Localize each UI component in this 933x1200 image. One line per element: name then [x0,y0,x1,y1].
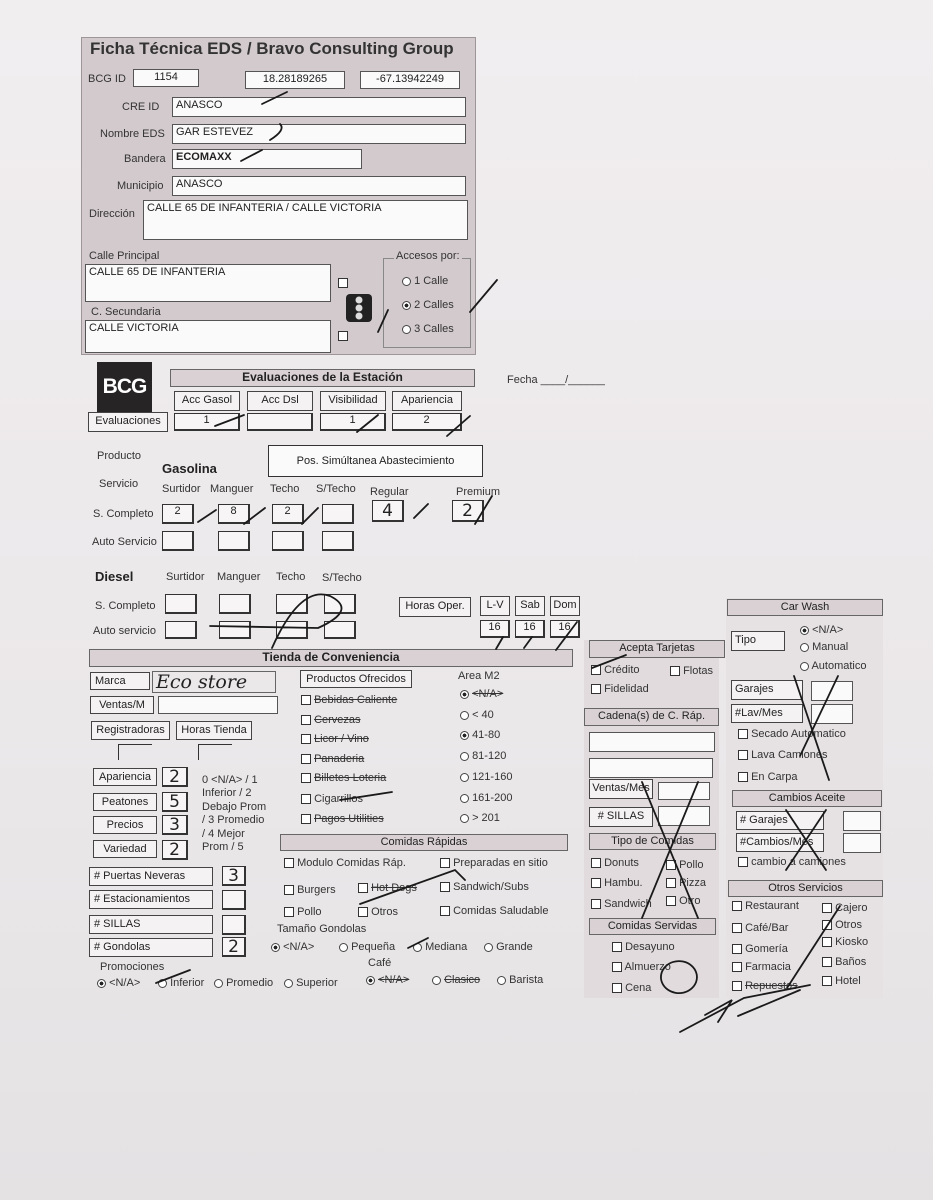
horas-lv-value[interactable]: 16 [480,620,510,638]
gas-premium-value[interactable]: 2 [452,500,484,522]
gas-col-techo: Techo [270,483,300,495]
evaluaciones-title: Evaluaciones de la Estación [170,369,475,387]
cafe-clasico[interactable]: Clasico [432,974,480,986]
eval-col-acc-gasol: Acc Gasol [174,391,240,411]
cafe-na[interactable]: <N/A> [366,974,409,986]
comidas-saludable[interactable]: Comidas Saludable [440,905,548,917]
sillas-label: # SILLAS [89,915,213,934]
cadena-ventas-label: Ventas/Mes [589,779,653,799]
gasolina-title: Gasolina [162,461,217,476]
gas-col-stecho: S/Techo [316,483,356,495]
tipo-pollo[interactable]: Pollo [666,859,704,871]
calle-principal-field[interactable]: CALLE 65 DE INFANTERIA [85,264,331,302]
latitude-field[interactable]: 18.28189265 [245,71,345,89]
servida-desayuno[interactable]: Desayuno [612,941,675,953]
comidas-preparadas[interactable]: Preparadas en sitio [440,857,548,869]
otros-hotel[interactable]: Hotel [822,975,861,987]
eval-value-apariencia[interactable]: 2 [392,413,462,431]
aceite-title: Cambios Aceite [732,790,882,807]
prod-panaderia[interactable]: Panaderia [301,753,364,765]
area-161-200[interactable]: 161-200 [460,792,512,804]
cw-garajes-field[interactable] [811,681,853,701]
tamano-gondolas-label: Tamaño Gondolas [277,923,367,935]
aceite-camiones[interactable]: cambio a camiones [738,856,846,868]
otros-otros[interactable]: Otros [822,919,862,931]
rating-scale-5: / 4 Mejor [202,828,245,840]
principal-checkbox[interactable] [338,278,348,288]
tam-grande[interactable]: Grande [484,941,533,953]
cadena-field-2[interactable] [589,758,713,778]
gas-auto-manguer[interactable] [218,531,250,551]
precios-label: Precios [93,816,157,834]
prod-pagos[interactable]: Pagos Utilities [301,813,384,825]
promo-promedio[interactable]: Promedio [214,977,273,989]
cw-garajes-label: Garajes [731,680,803,700]
rating-scale-3: Debajo Prom [202,801,267,813]
s-completo-label: S. Completo [93,508,154,520]
comidas-hotdogs[interactable]: Hot Dogs [358,882,417,894]
regular-label: Regular [370,486,409,498]
traffic-light-icon [346,294,372,322]
cadena-sillas-label: # SILLAS [589,807,653,827]
area-81-120[interactable]: 81-120 [460,750,506,762]
prod-licor[interactable]: Licor / Vino [301,733,369,745]
cadena-title: Cadena(s) de C. Ráp. [584,708,719,726]
prod-billetes[interactable]: Billetes Loteria [301,772,386,784]
marca-field[interactable]: Eco store [152,671,276,693]
puertas-label: # Puertas Neveras [89,867,213,886]
gondolas-value[interactable]: 2 [222,937,246,957]
direccion-label: Dirección [89,208,135,220]
calle-secundaria-field[interactable]: CALLE VICTORIA [85,320,331,353]
estacionamientos-value[interactable] [222,890,246,910]
dsl-col-surtidor: Surtidor [166,571,205,583]
rating-scale-4: / 3 Promedio [202,814,265,826]
longitude-field[interactable]: -67.13942249 [360,71,460,89]
aceite-cambios-label: #Cambios/Mes [736,833,824,852]
aceite-garajes-label: # Garajes [736,811,824,830]
promociones-label: Promociones [100,961,165,973]
horas-sab-value[interactable]: 16 [515,620,545,638]
gondolas-label: # Gondolas [89,938,213,957]
form-title: Ficha Técnica EDS / Bravo Consulting Group [90,39,454,58]
accesos-label: Accesos por: [396,250,460,262]
cw-automatico[interactable]: Automatico [800,660,866,672]
otros-cajero[interactable]: Cajero [822,902,867,914]
nombre-eds-field[interactable]: GAR ESTEVEZ [172,124,466,144]
promo-superior[interactable]: Superior [284,977,338,989]
cafe-barista[interactable]: Barista [497,974,543,986]
accesos-2[interactable]: 2 Calles [402,299,454,311]
evaluaciones-button[interactable]: Evaluaciones [88,412,168,432]
estacionamientos-label: # Estacionamientos [89,890,213,909]
dsl-auto-surtidor[interactable] [165,621,197,639]
bcg-id-label: BCG ID [88,73,126,85]
fecha-field[interactable]: Fecha ____/______ [507,374,605,386]
marca-label: Marca [90,672,150,690]
precios-value[interactable]: 3 [162,815,188,835]
cre-id-field[interactable]: ANASCO [172,97,466,117]
eval-col-apariencia: Apariencia [392,391,462,411]
tam-mediana[interactable]: Mediana [413,941,467,953]
horas-col-sab: Sab [515,596,545,616]
otros-cafe-bar[interactable]: Café/Bar [732,922,788,934]
comidas-title: Comidas Rápidas [280,834,568,851]
prod-cigarrillos[interactable]: Cigarrillos [301,793,363,805]
direccion-field[interactable]: CALLE 65 DE INFANTERIA / CALLE VICTORIA [143,200,468,240]
promo-inferior[interactable]: Inferior [158,977,204,989]
area-na[interactable]: <N/A> [460,688,503,700]
dsl-auto-manguer[interactable] [219,621,251,639]
area-121-160[interactable]: 121-160 [460,771,512,783]
cw-na[interactable]: <N/A> [800,624,843,636]
gas-sc-techo[interactable]: 2 [272,504,304,524]
dsl-col-techo: Techo [276,571,306,583]
tam-na[interactable]: <N/A> [271,941,314,953]
municipio-label: Municipio [117,180,164,192]
dsl-col-stecho: S/Techo [322,572,362,584]
gas-sc-manguer[interactable]: 8 [218,504,250,524]
horas-tienda-field[interactable] [198,744,232,760]
bandera-field[interactable]: ECOMAXX [172,149,362,169]
apariencia-value[interactable]: 2 [162,767,188,787]
sillas-value[interactable] [222,915,246,935]
municipio-field[interactable]: ANASCO [172,176,466,196]
dsl-sc-manguer[interactable] [219,594,251,614]
horas-dom-value[interactable]: 16 [550,620,580,638]
tipo-pizza[interactable]: Pizza [666,877,706,889]
dsl-sc-stecho[interactable] [324,594,356,614]
eval-col-visibilidad: Visibilidad [320,391,386,411]
servicio-label: Servicio [99,478,139,490]
cafe-label: Café [368,957,392,969]
variedad-value[interactable]: 2 [162,840,188,860]
gas-col-surtidor: Surtidor [162,483,201,495]
tipo-hambu[interactable]: Hambu. [591,877,643,889]
area-title: Area M2 [458,670,500,682]
cadena-ventas-field[interactable] [658,782,710,800]
eval-col-acc-dsl: Acc Dsl [247,391,313,411]
tipo-comidas-title: Tipo de Comidas [589,833,716,850]
prod-cervezas[interactable]: Cervezas [301,714,361,726]
eval-value-visibilidad[interactable]: 1 [320,413,386,431]
cadena-field-1[interactable] [589,732,715,752]
eval-value-acc-gasol[interactable]: 1 [174,413,240,431]
gas-auto-surtidor[interactable] [162,531,194,551]
otros-restaurant[interactable]: Restaurant [732,900,799,912]
dsl-auto-label: Auto servicio [93,625,156,637]
dsl-sc-techo[interactable] [276,594,308,614]
rating-scale-2: Inferior / 2 [202,787,252,799]
gas-auto-techo[interactable] [272,531,304,551]
horas-col-lv: L-V [480,596,510,616]
tipo-sandwich[interactable]: Sandwich [591,898,652,910]
otros-servicios-title: Otros Servicios [728,880,883,897]
ventas-m-label: Ventas/M [90,696,154,714]
diesel-title: Diesel [95,569,134,584]
gas-col-manguer: Manguer [210,483,254,495]
comidas-pollo[interactable]: Pollo [284,906,322,918]
tipo-otro[interactable]: Otro [666,895,700,907]
bandera-label: Bandera [124,153,166,165]
tienda-title: Tienda de Conveniencia [89,649,573,667]
calle-principal-label: Calle Principal [89,250,160,262]
gas-sc-surtidor[interactable]: 2 [162,504,194,524]
accesos-1[interactable]: 1 Calle [402,275,448,287]
otros-farmacia[interactable]: Farmacia [732,961,791,973]
tarjeta-flotas[interactable]: Flotas [670,665,713,677]
area-gt201[interactable]: > 201 [460,812,500,824]
gas-regular-value[interactable]: 4 [372,500,404,522]
bcg-id-field[interactable]: 1154 [133,69,199,87]
comidas-modulo[interactable]: Modulo Comidas Ráp. [284,857,406,869]
prod-bebidas[interactable]: Bebidas Caliente [301,694,397,706]
cw-manual[interactable]: Manual [800,641,848,653]
cadena-sillas-field[interactable] [658,806,710,826]
gas-sc-stecho[interactable] [322,504,354,524]
variedad-label: Variedad [93,840,157,858]
horas-tienda-label: Horas Tienda [176,721,252,740]
gas-auto-stecho[interactable] [322,531,354,551]
dsl-auto-stecho[interactable] [324,621,356,639]
tipo-donuts[interactable]: Donuts [591,857,639,869]
comidas-sandwich[interactable]: Sandwich/Subs [440,881,529,893]
productos-title: Productos Ofrecidos [300,670,412,688]
tam-pequena[interactable]: Pequeña [339,941,395,953]
aceite-garajes-field[interactable] [843,811,881,831]
servida-cena[interactable]: Cena [612,982,651,994]
tarjeta-fidelidad[interactable]: Fidelidad [591,683,649,695]
otros-repuestos[interactable]: Repuestos [732,980,798,992]
servida-almuerzo[interactable]: Almuerzo [612,961,671,973]
registradoras-field[interactable] [118,744,152,760]
apariencia-label: Apariencia [93,768,157,786]
promo-na[interactable]: <N/A> [97,977,140,989]
dsl-sc-surtidor[interactable] [165,594,197,614]
dsl-s-completo-label: S. Completo [95,600,156,612]
comidas-servidas-title: Comidas Servidas [589,918,716,935]
bcg-logo: BCG [97,362,152,412]
cw-lava-camiones[interactable]: Lava Camiones [738,749,828,761]
otros-banos[interactable]: Baños [822,956,866,968]
nombre-eds-label: Nombre EDS [100,128,165,140]
tarjeta-credito[interactable]: Crédito [591,664,640,676]
comidas-burgers[interactable]: Burgers [284,884,336,896]
rating-scale-6: Prom / 5 [202,841,244,853]
cw-en-carpa[interactable]: En Carpa [738,771,798,783]
peatones-value[interactable]: 5 [162,792,188,812]
dsl-auto-techo[interactable] [276,621,308,639]
ventas-m-field[interactable] [158,696,278,714]
rating-scale-1: 0 <N/A> / 1 [202,774,258,786]
calle-secundaria-label: C. Secundaria [91,306,161,318]
area-41-80[interactable]: 41-80 [460,729,500,741]
dsl-col-manguer: Manguer [217,571,261,583]
cre-id-label: CRE ID [122,101,160,113]
car-wash-title: Car Wash [727,599,883,616]
secundaria-checkbox[interactable] [338,331,348,341]
car-wash-tipo-label: Tipo [731,631,785,651]
auto-servicio-label: Auto Servicio [92,536,157,548]
cw-lav-field[interactable] [811,704,853,724]
pos-simultanea-box: Pos. Simúltanea Abastecimiento [268,445,483,477]
cw-secado[interactable]: Secado Automatico [738,728,846,740]
premium-label: Premium [456,486,501,498]
accesos-3[interactable]: 3 Calles [402,323,454,335]
comidas-otros[interactable]: Otros [358,906,398,918]
puertas-value[interactable]: 3 [222,866,246,886]
cw-lav-label: #Lav/Mes [731,704,803,723]
otros-kiosko[interactable]: Kiosko [822,936,868,948]
producto-label: Producto [97,450,142,462]
eval-value-acc-dsl[interactable] [247,413,313,431]
otros-gomeria[interactable]: Gomería [732,943,788,955]
horas-oper-button[interactable]: Horas Oper. [399,597,471,617]
area-lt40[interactable]: < 40 [460,709,494,721]
registradoras-label: Registradoras [91,721,170,740]
peatones-label: Peatones [93,793,157,811]
tarjetas-title: Acepta Tarjetas [589,640,725,658]
aceite-cambios-field[interactable] [843,833,881,853]
horas-col-dom: Dom [550,596,580,616]
